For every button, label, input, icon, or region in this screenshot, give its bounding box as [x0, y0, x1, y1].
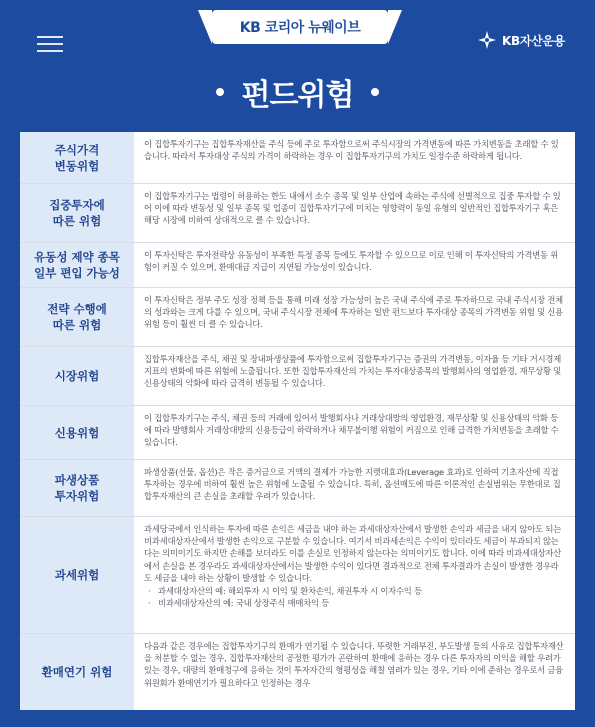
- risk-description-text: 이 집합투자기구는 집합투자재산을 주식 등에 주로 투자함으로써 주식시장의 가격변동에 따른 가치변동을 초래할 수 있습니다. 따라서 투자대상 주식의 가격이 하락하는 경우 이 집합투자기구의 가치도 일정수준 하락하게 됩니다.: [144, 139, 559, 162]
- risk-description-text: 다음과 같은 경우에는 집합투자기구의 환매가 연기될 수 있습니다. 뚜렷한 거래부진, 부도발생 등의 사유로 집합투자재산을 처분할 수 없는 경우, 집합투자재산의 공정한 평가가 곤란하여 환매에 응하는 경우 다른 투자자의 이익을 해할 우려가 있는 경우, 대량의 환매청구에 응하는 것이 투자자간의 형평성을 해칠 염려가 있는 경우, 기타 이에 준하는 경우로서 금융위원회가 환매연기가 필요하다고 인정하는 경우: [144, 641, 564, 688]
- risk-label: 주식가격 변동위험: [20, 132, 134, 183]
- risk-row: [20, 243, 575, 288]
- risk-bullet-item: · 비과세대상자산의 예: 국내 상장주식 매매차익 등: [154, 597, 565, 609]
- risk-row: [20, 517, 575, 634]
- risk-row: [20, 288, 575, 347]
- risk-label: 환매연기 위험: [20, 634, 134, 710]
- risk-description: [134, 517, 575, 633]
- title-row: [0, 70, 595, 114]
- risk-label: 파생상품 투자위험: [20, 460, 134, 516]
- kb-logo: [477, 30, 565, 50]
- risk-description: [134, 132, 575, 183]
- risk-table: [20, 132, 575, 710]
- risk-row: [20, 184, 575, 243]
- risk-description-text: 집합투자재산을 주식, 채권 및 장내파생상품에 투자함으로써 집합투자기구는 증권의 가격변동, 이자율 등 기타 거시경제지표의 변화에 따른 위험에 노출됩니다. 또한 집합투자재산의 가치는 투자대상종목의 발행회사의 영업환경, 재무상황 및 신용상태의 악화에 따라 급격히 변동될 수 있습니다.: [144, 354, 562, 389]
- risk-row: [20, 634, 575, 710]
- logo-text: KB자산운용: [501, 33, 565, 48]
- page-header: [0, 0, 595, 118]
- risk-description-text: 이 집합투자기구는 법령이 허용하는 한도 내에서 소수 종목 및 일부 산업에 속하는 주식에 선별적으로 집중 투자할 수 있어 이에 따라 변동성 및 일부 종목 및 업종이 집합투자기구에 미치는 영향력이 동일 유형의 일반적인 집합투자기구 혹은 해당 시장에 비하여 상대적으로 클 수 있습니다.: [144, 191, 561, 226]
- menu-icon[interactable]: [37, 36, 63, 52]
- risk-label: 신용위험: [20, 406, 134, 459]
- risk-label: 시장위험: [20, 347, 134, 405]
- kb-star-icon: [477, 30, 497, 50]
- page-title: 펀드위험: [241, 78, 354, 113]
- title-dot-left: [216, 88, 224, 96]
- risk-label: 전략 수행에 따른 위험: [20, 288, 134, 346]
- risk-description: [134, 634, 575, 710]
- risk-row: [20, 132, 575, 184]
- title-dot-right: [371, 88, 379, 96]
- risk-label: 과세위험: [20, 517, 134, 633]
- product-tab[interactable]: [212, 10, 388, 44]
- risk-description-text: 파생상품(선물, 옵션)은 작은 증거금으로 거액의 결제가 가능한 지렛대효과(Leverage 효과)로 인하여 기초자산에 직접 투자하는 경우에 비하여 훨씬 높은 위험에 노출될 수 있습니다. 특히, 옵션매도에 따른 이론적인 손실범위는 무한대로 집합투자재산의 큰 손실을 초래할 우려가 있습니다.: [144, 467, 561, 502]
- risk-label: 유동성 제약 종목 일부 편입 가능성: [20, 243, 134, 287]
- risk-bullet-item: · 과세대상자산의 예: 해외투자 시 이익 및 환차손익, 채권투자 시 이자수익 등: [154, 585, 565, 597]
- risk-description: [134, 288, 575, 346]
- risk-description-text: 이 투자신탁은 투자전략상 유동성이 부족한 특정 종목 등에도 투자할 수 있으므로 이로 인해 이 투자신탁의 가격변동 위험이 커질 수 있으며, 환매대금 지급이 지연될 가능성이 있습니다.: [144, 250, 559, 273]
- risk-row: [20, 347, 575, 406]
- product-tab-label: KB 코리아 뉴웨이브: [239, 20, 361, 36]
- risk-row: [20, 406, 575, 460]
- risk-description: [134, 243, 575, 287]
- risk-description-text: 과세당국에서 인식하는 투자에 따른 손익은 세금을 내야 하는 과세대상자산에서 발생한 손익과 세금을 내지 않아도 되는 비과세대상자산에서 발생한 손익으로 구분할 수 있습니다. 여기서 비과세손익은 수익이 있더라도 세금이 부과되지 않는다는 의미이기도 하지만 손해를 보더라도 이를 손실로 인정하지 않는다는 의미이기도 합니다. 이에 따라 비과세대상자산에서 손실을 본 경우라도 과세대상자산에서는 발생한 수익이 있다면 결과적으로 전체 투자결과가 손실이 발생한 경우라도 세금을 내야 하는 상황이 발생할 수 있습니다.: [144, 524, 562, 583]
- risk-description-text: 이 투자신탁은 정부 주도 성장 정책 등을 통해 미래 성장 가능성이 높은 국내 주식에 주로 투자하므로 국내 주식시장 전체의 성과와는 크게 다를 수 있으며, 국내 주식시장 전체에 투자하는 일반 펀드보다 투자대상 종목의 가격변동 위험 및 신용 위험 등이 훨씬 더 클 수 있습니다.: [144, 295, 563, 330]
- risk-description: [134, 406, 575, 459]
- risk-row: [20, 460, 575, 517]
- risk-description-text: 이 집합투자기구는 주식, 채권 등의 거래에 있어서 발행회사나 거래상대방의 영업환경, 재무상황 및 신용상태의 악화 등에 따라 발행회사 거래상대방의 신용등급이 하락하거나 채무불이행 위험이 커짐으로 인해 급격한 가치변동을 초래할 수 있습니다.: [144, 413, 559, 448]
- risk-description: [134, 460, 575, 516]
- risk-bullet-list: [144, 585, 565, 609]
- risk-label: 집중투자에 따른 위험: [20, 184, 134, 242]
- risk-description: [134, 184, 575, 242]
- risk-description: [134, 347, 575, 405]
